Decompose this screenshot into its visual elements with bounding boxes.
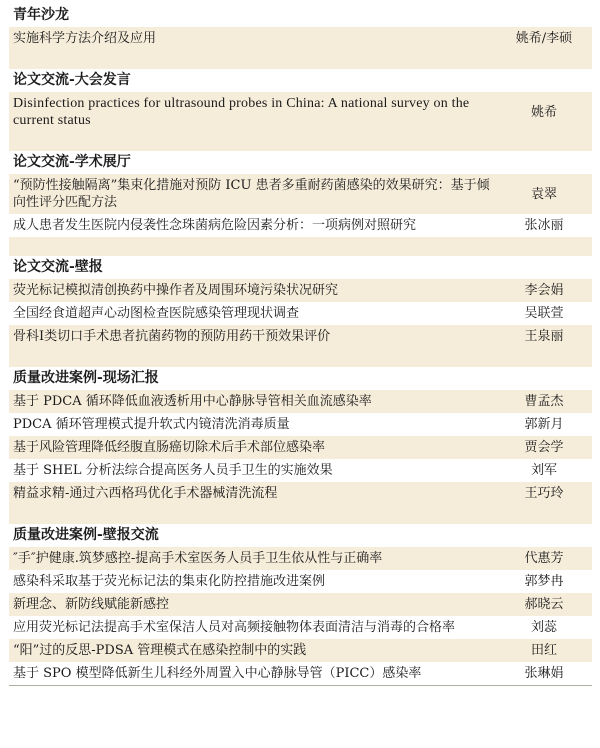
- presentation-title: 精益求精-通过六西格玛优化手术器械清洗流程: [13, 486, 278, 501]
- presentation-title: 应用荧光标记法提高手术室保洁人员对高频接触物体表面清洁与消毒的合格率: [13, 620, 456, 635]
- presentation-title: “阳”过的反思-PDSA 管理模式在感染控制中的实践: [13, 643, 307, 658]
- schedule-table: [9, 4, 592, 686]
- section-heading: [9, 69, 592, 92]
- presenter-name: 吴联萱: [524, 306, 564, 321]
- section-heading: [9, 256, 592, 279]
- table-row: [9, 214, 592, 237]
- presenter-name: 刘蕊: [530, 620, 557, 635]
- presenter-name: 张琳娟: [524, 666, 564, 681]
- table-row: [9, 302, 592, 325]
- presenter-name: 田红: [530, 643, 557, 658]
- table-row: [9, 325, 592, 348]
- table-row: [9, 616, 592, 639]
- section-heading-text: 论文交流-学术展厅: [13, 154, 131, 170]
- presenter-name: 姚希: [530, 104, 557, 120]
- table-row: [9, 279, 592, 302]
- presentation-title: 基于风险管理降低经腹直肠癌切除术后手术部位感染率: [13, 440, 326, 455]
- section-heading: [9, 524, 592, 547]
- section-heading-text: 质量改进案例-现场汇报: [13, 370, 159, 386]
- table-row: [9, 547, 592, 570]
- presentation-title: 实施科学方法介绍及应用: [13, 31, 157, 46]
- presentation-title: 骨科Ⅰ类切口手术患者抗菌药物的预防用药干预效果评价: [13, 329, 331, 344]
- section-heading-text: 论文交流-壁报: [13, 259, 103, 275]
- presenter-name: 王泉丽: [524, 329, 564, 344]
- presenter-name: 姚希/李硕: [515, 31, 573, 46]
- presentation-title: 感染科采取基于荧光标记法的集束化防控措施改进案例: [13, 574, 326, 589]
- presentation-title: 新理念、新防线赋能新感控: [13, 597, 170, 612]
- presenter-name: 刘军: [530, 463, 557, 478]
- section-heading: [9, 4, 592, 27]
- table-row: [9, 662, 592, 685]
- presentation-title: 基于 SHEL 分析法综合提高医务人员手卫生的实施效果: [13, 463, 333, 478]
- presentation-title: ″手″护健康.筑梦感控-提高手术室医务人员手卫生依从性与正确率: [13, 551, 383, 566]
- section-spacer: [9, 237, 592, 256]
- table-row: [9, 570, 592, 593]
- section-spacer: [9, 505, 592, 524]
- section-spacer: [9, 132, 592, 151]
- table-row: [9, 27, 592, 50]
- table-row: [9, 92, 592, 132]
- presenter-name: 李会娟: [524, 283, 564, 298]
- table-row: [9, 482, 592, 505]
- presentation-title: Disinfection practices for ultrasound probes in China: A national survey on the current status: [13, 96, 470, 128]
- presentation-title: 基于 PDCA 循环降低血液透析用中心静脉导管相关血流感染率: [13, 394, 372, 409]
- table-row: [9, 639, 592, 662]
- section-spacer: [9, 348, 592, 367]
- presenter-name: 曹孟杰: [524, 394, 564, 409]
- section-heading-text: 论文交流-大会发言: [13, 72, 131, 88]
- presentation-title: 全国经食道超声心动图检查医院感染管理现状调查: [13, 306, 300, 321]
- table-row: [9, 174, 592, 214]
- section-heading: [9, 367, 592, 390]
- presenter-name: 王巧玲: [524, 486, 564, 501]
- presenter-name: 郭新月: [524, 417, 564, 432]
- table-row: [9, 436, 592, 459]
- presenter-name: 郝晓云: [524, 597, 564, 612]
- table-row: [9, 459, 592, 482]
- presentation-title: “预防性接触隔离”集束化措施对预防 ICU 患者多重耐药菌感染的效果研究：基于倾向性评分匹配方法: [13, 178, 490, 210]
- presentation-title: PDCA 循环管理模式提升软式内镜清洗消毒质量: [13, 417, 290, 432]
- section-heading-text: 质量改进案例-壁报交流: [13, 527, 159, 543]
- presentation-title: 基于 SPO 模型降低新生儿科经外周置入中心静脉导管（PICC）感染率: [13, 666, 422, 681]
- table-row: [9, 413, 592, 436]
- presenter-name: 袁翠: [530, 186, 557, 202]
- table-row: [9, 390, 592, 413]
- presentation-title: 成人患者发生医院内侵袭性念珠菌病危险因素分析：一项病例对照研究: [13, 218, 417, 233]
- section-heading: [9, 151, 592, 174]
- section-spacer: [9, 50, 592, 69]
- presenter-name: 郭梦冉: [524, 574, 564, 589]
- presenter-name: 张冰丽: [524, 218, 564, 233]
- section-heading-text: 青年沙龙: [13, 7, 69, 23]
- presentation-title: 荧光标记模拟清创换药中操作者及周围环境污染状况研究: [13, 283, 339, 298]
- table-row: [9, 593, 592, 616]
- presenter-name: 代惠芳: [524, 551, 564, 566]
- presenter-name: 贾会学: [524, 440, 564, 455]
